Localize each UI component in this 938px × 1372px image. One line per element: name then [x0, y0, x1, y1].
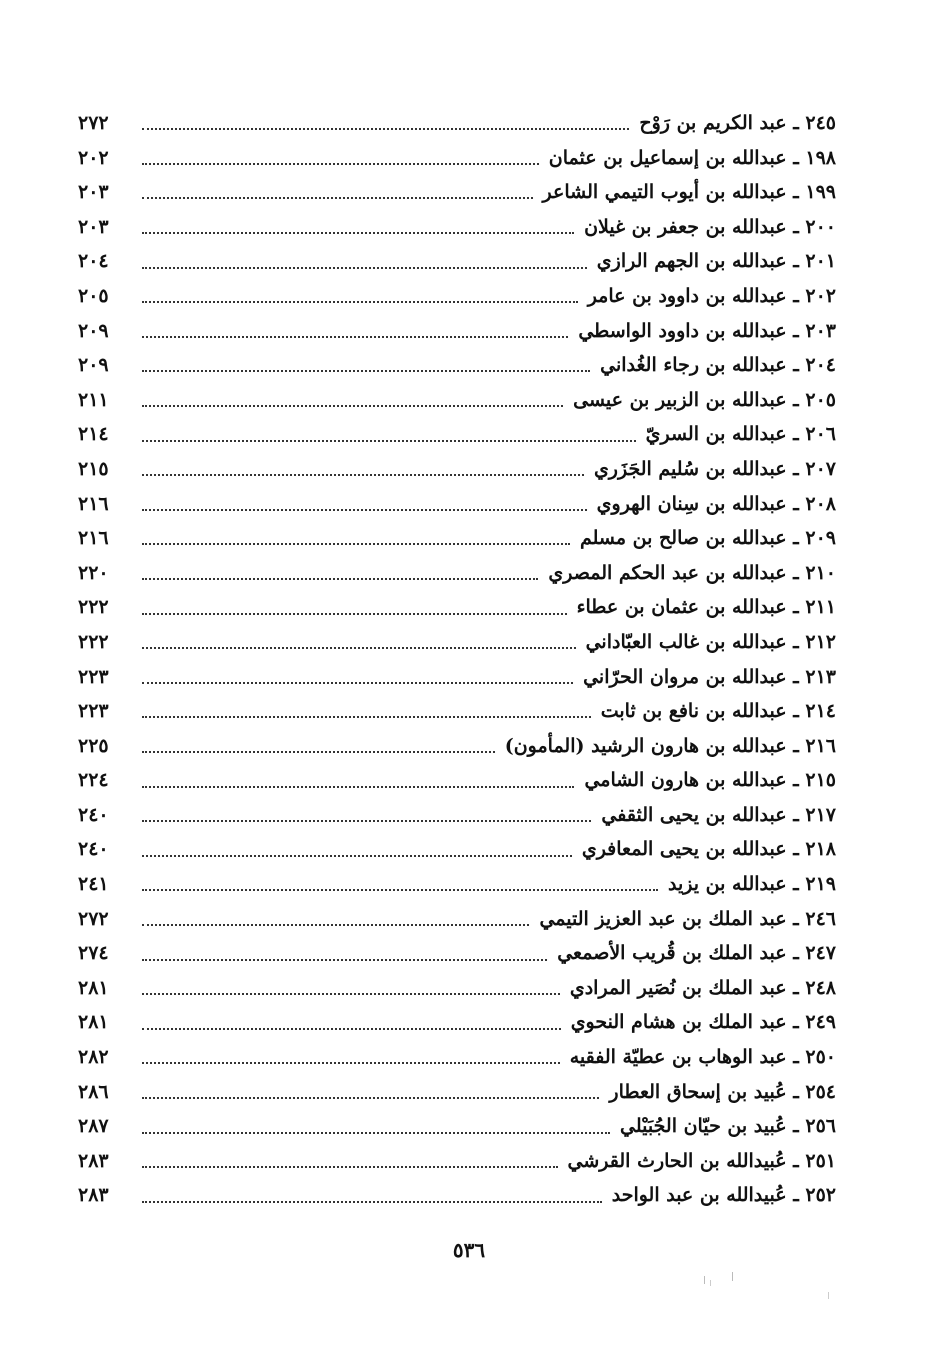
entry-page-number: ٢٨١ — [78, 976, 109, 999]
dot-leader — [142, 197, 533, 199]
toc-entry — [78, 106, 836, 141]
entry-page-number: ٢٧٢ — [78, 112, 109, 134]
dot-leader — [142, 959, 547, 961]
entry-page-number: ٢٨٧ — [78, 1115, 109, 1138]
entry-title: ٢٤٨ ـ عبد الملك بن نُصَير المرادي — [569, 976, 836, 999]
dot-leader — [142, 924, 529, 926]
entry-page-number: ٢٨٢ — [78, 1046, 109, 1069]
entry-title: ٢١٤ ـ عبدالله بن نافع بن ثابت — [600, 700, 836, 723]
toc-entry — [78, 279, 836, 314]
entry-page-number: ٢٢٢ — [78, 596, 109, 619]
dot-leader — [142, 1097, 599, 1099]
scan-specks — [690, 1270, 840, 1310]
entry-title: ٢١١ ـ عبدالله بن عثمان بن عطاء — [576, 596, 836, 619]
toc-entry — [78, 244, 836, 279]
entry-title: ٢٤٦ ـ عبد الملك بن عبد العزيز التيمي — [539, 907, 836, 930]
entry-page-number: ٢١٤ — [78, 423, 109, 446]
entry-page-number: ٢٨٣ — [78, 1149, 109, 1172]
toc-entry — [78, 936, 836, 971]
dot-leader — [142, 993, 560, 995]
toc-entry — [78, 971, 836, 1006]
dot-leader — [142, 613, 567, 615]
toc-entry — [78, 210, 836, 245]
entry-page-number: ٢٠٢ — [78, 146, 109, 169]
entry-page-number: ٢١٥ — [78, 457, 109, 480]
table-of-contents — [78, 106, 836, 1213]
toc-entry — [78, 1178, 836, 1213]
entry-title: ٢٥٤ ـ عُبيد بن إسحاق العطار — [609, 1080, 836, 1103]
toc-entry — [78, 729, 836, 764]
dot-leader — [142, 682, 573, 684]
dot-leader — [142, 543, 570, 545]
entry-title: ٢١٥ ـ عبدالله بن هارون الشامي — [584, 769, 836, 792]
entry-title: ٢٠١ ـ عبدالله بن الجهم الرازي — [596, 250, 836, 273]
entry-page-number: ٢٢٣ — [78, 700, 109, 723]
dot-leader — [142, 474, 584, 476]
toc-entry — [78, 383, 836, 418]
entry-title: ٢٠٧ ـ عبدالله بن سُليم الجَزَري — [593, 457, 836, 480]
toc-entry — [78, 487, 836, 522]
entry-page-number: ٢٨١ — [78, 1011, 109, 1034]
entry-page-number: ٢٢٣ — [78, 665, 109, 688]
entry-page-number: ٢٢٤ — [78, 769, 109, 792]
toc-entry — [78, 660, 836, 695]
entry-page-number: ٢٠٩ — [78, 354, 109, 377]
entry-title: ٢٥١ ـ عُبيدالله بن الحارث القرشي — [567, 1149, 836, 1172]
entry-title: ٢١٦ ـ عبدالله بن هارون الرشيد (المأمون) — [504, 734, 836, 757]
entry-title: ٢٠٩ ـ عبدالله بن صالح بن مسلم — [579, 527, 836, 550]
entry-title: ٢٠٥ ـ عبدالله بن الزبير بن عيسى — [573, 388, 836, 411]
entry-title: ٢٠٦ ـ عبدالله بن السريّ — [645, 423, 836, 446]
entry-page-number: ٢١١ — [78, 388, 109, 411]
toc-entry — [78, 832, 836, 867]
entry-page-number: ٢١٦ — [78, 527, 109, 550]
entry-page-number: ٢٠٣ — [78, 181, 109, 204]
entry-page-number: ٢٤٠ — [78, 838, 109, 861]
entry-page-number: ٢٤٠ — [78, 803, 109, 826]
dot-leader — [142, 405, 563, 407]
dot-leader — [142, 855, 572, 857]
entry-title: ٢٥٠ ـ عبد الوهاب بن عطيّة الفقيه — [569, 1046, 836, 1069]
toc-entry — [78, 625, 836, 660]
dot-leader — [142, 336, 568, 338]
toc-entry — [78, 417, 836, 452]
entry-title: ٢١٠ ـ عبدالله بن عبد الحكم المصري — [548, 561, 836, 584]
entry-title: ٢٤٥ ـ عبد الكريم بن رَوْح — [639, 112, 836, 134]
entry-title: ٢٠٨ ـ عبدالله بن سِنان الهروي — [596, 492, 836, 515]
entry-title: ٢١٩ ـ عبدالله بن يزيد — [667, 873, 836, 896]
dot-leader — [142, 1062, 560, 1064]
toc-entry — [78, 1075, 836, 1110]
entry-page-number: ٢٠٣ — [78, 215, 109, 238]
dot-leader — [142, 889, 658, 891]
entry-page-number: ٢٤١ — [78, 873, 109, 896]
entry-title: ٢٥٢ ـ عُبيدالله بن عبد الواحد — [611, 1184, 836, 1207]
toc-entry — [78, 556, 836, 591]
entry-page-number: ٢٧٤ — [78, 942, 109, 965]
dot-leader — [142, 440, 636, 442]
dot-leader — [142, 751, 495, 753]
toc-entry — [78, 314, 836, 349]
entry-page-number: ٢٠٤ — [78, 250, 109, 273]
entry-page-number: ٢٠٩ — [78, 319, 109, 342]
dot-leader — [142, 647, 576, 649]
entry-page-number: ٢٧٢ — [78, 907, 109, 930]
entry-title: ٢١٨ ـ عبدالله بن يحيى المعافري — [581, 838, 836, 861]
entry-title: ٢٥٦ ـ عُبيد بن حيّان الجُبَيْلي — [620, 1115, 836, 1138]
dot-leader — [142, 509, 587, 511]
dot-leader — [142, 163, 539, 165]
dot-leader — [142, 786, 574, 788]
toc-entry — [78, 867, 836, 902]
entry-title: ٢١٢ ـ عبدالله بن غالب العبّاداني — [585, 630, 836, 653]
dot-leader — [142, 267, 587, 269]
entry-page-number: ٢٨٣ — [78, 1184, 109, 1207]
dot-leader — [142, 128, 629, 130]
toc-entry — [78, 175, 836, 210]
toc-entry — [78, 141, 836, 176]
toc-entry — [78, 1144, 836, 1179]
entry-title: ١٩٨ ـ عبدالله بن إسماعيل بن عثمان — [548, 146, 836, 169]
entry-title: ٢٤٧ ـ عبد الملك بن قُريب الأصمعي — [557, 942, 836, 965]
page-number: ٥٣٦ — [452, 1238, 486, 1262]
dot-leader — [142, 232, 574, 234]
entry-title: ٢١٧ ـ عبدالله بن يحيى الثقفي — [601, 803, 836, 826]
dot-leader — [142, 1028, 561, 1030]
entry-page-number: ٢٢٠ — [78, 561, 109, 584]
toc-entry — [78, 521, 836, 556]
entry-page-number: ٢٢٢ — [78, 630, 109, 653]
entry-title: ٢٠٢ ـ عبدالله بن داوود بن عامر — [587, 284, 836, 307]
entry-title: ١٩٩ ـ عبدالله بن أيوب التيمي الشاعر — [542, 181, 836, 204]
dot-leader — [142, 301, 578, 303]
dot-leader — [142, 820, 591, 822]
toc-entry — [78, 452, 836, 487]
entry-page-number: ٢٢٥ — [78, 734, 109, 757]
entry-title: ٢٤٩ ـ عبد الملك بن هشام النحوي — [570, 1011, 836, 1034]
toc-entry — [78, 694, 836, 729]
dot-leader — [142, 1201, 602, 1203]
toc-entry — [78, 1040, 836, 1075]
dot-leader — [142, 578, 538, 580]
toc-entry — [78, 1005, 836, 1040]
dot-leader — [142, 716, 591, 718]
toc-entry — [78, 348, 836, 383]
toc-entry — [78, 590, 836, 625]
entry-page-number: ٢٠٥ — [78, 284, 109, 307]
toc-entry — [78, 763, 836, 798]
toc-entry — [78, 902, 836, 937]
entry-title: ٢٠٤ ـ عبدالله بن رجاء الغُداني — [600, 354, 836, 377]
dot-leader — [142, 1166, 558, 1168]
dot-leader — [142, 1132, 610, 1134]
entry-title: ٢٠٣ ـ عبدالله بن داوود الواسطي — [578, 319, 836, 342]
entry-page-number: ٢٨٦ — [78, 1080, 109, 1103]
dot-leader — [142, 370, 590, 372]
toc-entry — [78, 798, 836, 833]
toc-entry — [78, 1109, 836, 1144]
entry-title: ٢٠٠ ـ عبدالله بن جعفر بن غيلان — [584, 215, 836, 238]
entry-title: ٢١٣ ـ عبدالله بن مروان الحرّاني — [583, 665, 836, 688]
entry-page-number: ٢١٦ — [78, 492, 109, 515]
